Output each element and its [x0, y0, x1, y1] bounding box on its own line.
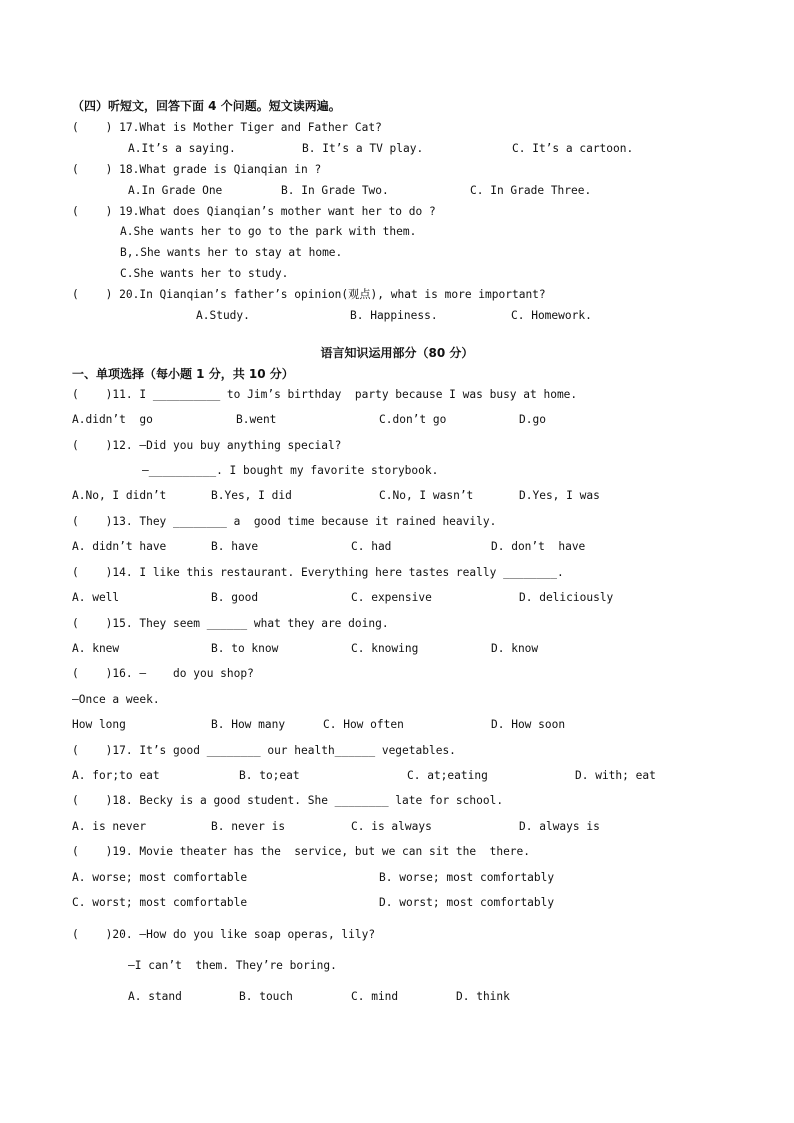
mcq-q16-stem2: —Once a week. — [72, 693, 160, 706]
mcq-q19-option-d: D. worst; most comfortably — [379, 896, 555, 909]
mcq-q11-option-a: A.didn’t go — [72, 413, 153, 426]
mcq-q12-option-a: A.No, I didn’t — [72, 489, 167, 502]
listening-q19-option-c: C.She wants her to study. — [120, 267, 289, 280]
listening-q20-option-c: C. Homework. — [511, 309, 592, 322]
part1-header: 一、单项选择（每小题 1 分，共 10 分） — [72, 367, 294, 381]
mcq-q20-stem: ( )20. —How do you like soap operas, lily? — [72, 928, 376, 941]
mcq-q16-option-a: How long — [72, 718, 126, 731]
mcq-q18-option-a: A. is never — [72, 820, 147, 833]
listening-q17-option-c: C. It’s a cartoon. — [512, 142, 634, 155]
mcq-q11-option-d: D.go — [519, 413, 546, 426]
mcq-q11-stem: ( )11. I __________ to Jim’s birthday party because I was busy at home. — [72, 388, 578, 401]
listening-q17-option-a: A.It’s a saying. — [128, 142, 236, 155]
mcq-q19-option-b: B. worse; most comfortably — [379, 871, 555, 884]
listening-q18-option-c: C. In Grade Three. — [470, 184, 592, 197]
mcq-q15-option-c: C. knowing — [351, 642, 419, 655]
mcq-q16-option-b: B. How many — [211, 718, 286, 731]
mcq-q16-stem: ( )16. — do you shop? — [72, 667, 254, 680]
mcq-q18-option-c: C. is always — [351, 820, 432, 833]
listening-q17-option-b: B. It’s a TV play. — [302, 142, 424, 155]
listening-q20-option-b: B. Happiness. — [350, 309, 438, 322]
mcq-q12-stem2: —__________. I bought my favorite storybook. — [142, 464, 439, 477]
mcq-q12-option-c: C.No, I wasn’t — [379, 489, 474, 502]
mcq-q14-option-b: B. good — [211, 591, 259, 604]
mcq-q14-option-c: C. expensive — [351, 591, 432, 604]
section-title: 语言知识运用部分（80 分） — [320, 346, 474, 360]
mcq-q18-option-d: D. always is — [519, 820, 600, 833]
mcq-q16-option-c: C. How often — [323, 718, 404, 731]
mcq-q13-option-a: A. didn’t have — [72, 540, 167, 553]
mcq-q20-stem2: —I can’t them. They’re boring. — [128, 959, 337, 972]
listening-header: （四）听短文，回答下面 4 个问题。短文读两遍。 — [72, 99, 341, 113]
mcq-q13-option-d: D. don’t have — [491, 540, 586, 553]
mcq-q15-option-b: B. to know — [211, 642, 279, 655]
listening-q18-stem: ( ) 18.What grade is Qianqian in ? — [72, 163, 322, 176]
mcq-q12-option-b: B.Yes, I did — [211, 489, 292, 502]
listening-q19-option-b: B,.She wants her to stay at home. — [120, 246, 343, 259]
mcq-q11-option-b: B.went — [236, 413, 277, 426]
listening-q18-option-a: A.In Grade One — [128, 184, 223, 197]
mcq-q17-option-b: B. to;eat — [239, 769, 300, 782]
mcq-q18-option-b: B. never is — [211, 820, 286, 833]
mcq-q19-stem: ( )19. Movie theater has the service, but we can sit the there. — [72, 845, 531, 858]
mcq-q19-option-a: A. worse; most comfortable — [72, 871, 248, 884]
mcq-q17-option-c: C. at;eating — [407, 769, 488, 782]
mcq-q15-option-a: A. knew — [72, 642, 120, 655]
listening-q19-stem: ( ) 19.What does Qianqian’s mother want her to do ? — [72, 205, 436, 218]
mcq-q14-option-d: D. deliciously — [519, 591, 614, 604]
mcq-q20-option-c: C. mind — [351, 990, 399, 1003]
mcq-q13-stem: ( )13. They ________ a good time because it rained heavily. — [72, 515, 497, 528]
listening-q20-option-a: A.Study. — [196, 309, 250, 322]
mcq-q20-option-d: D. think — [456, 990, 510, 1003]
mcq-q15-option-d: D. know — [491, 642, 539, 655]
mcq-q17-option-a: A. for;to eat — [72, 769, 160, 782]
mcq-q12-stem: ( )12. —Did you buy anything special? — [72, 439, 342, 452]
mcq-q14-option-a: A. well — [72, 591, 120, 604]
mcq-q20-option-b: B. touch — [239, 990, 293, 1003]
mcq-q19-option-c: C. worst; most comfortable — [72, 896, 248, 909]
listening-q17-stem: ( ) 17.What is Mother Tiger and Father Cat? — [72, 121, 382, 134]
listening-q18-option-b: B. In Grade Two. — [281, 184, 389, 197]
listening-q20-stem: ( ) 20.In Qianqian’s father’s opinion(观点), what is more important? — [72, 288, 546, 301]
mcq-q12-option-d: D.Yes, I was — [519, 489, 600, 502]
mcq-q17-stem: ( )17. It’s good ________ our health______ vegetables. — [72, 744, 456, 757]
mcq-q16-option-d: D. How soon — [491, 718, 566, 731]
mcq-q13-option-b: B. have — [211, 540, 259, 553]
listening-q19-option-a: A.She wants her to go to the park with them. — [120, 225, 417, 238]
mcq-q11-option-c: C.don’t go — [379, 413, 447, 426]
mcq-q17-option-d: D. with; eat — [575, 769, 656, 782]
mcq-q13-option-c: C. had — [351, 540, 392, 553]
mcq-q15-stem: ( )15. They seem ______ what they are doing. — [72, 617, 389, 630]
mcq-q14-stem: ( )14. I like this restaurant. Everything here tastes really ________. — [72, 566, 564, 579]
mcq-q18-stem: ( )18. Becky is a good student. She ________ late for school. — [72, 794, 504, 807]
mcq-q20-option-a: A. stand — [128, 990, 182, 1003]
